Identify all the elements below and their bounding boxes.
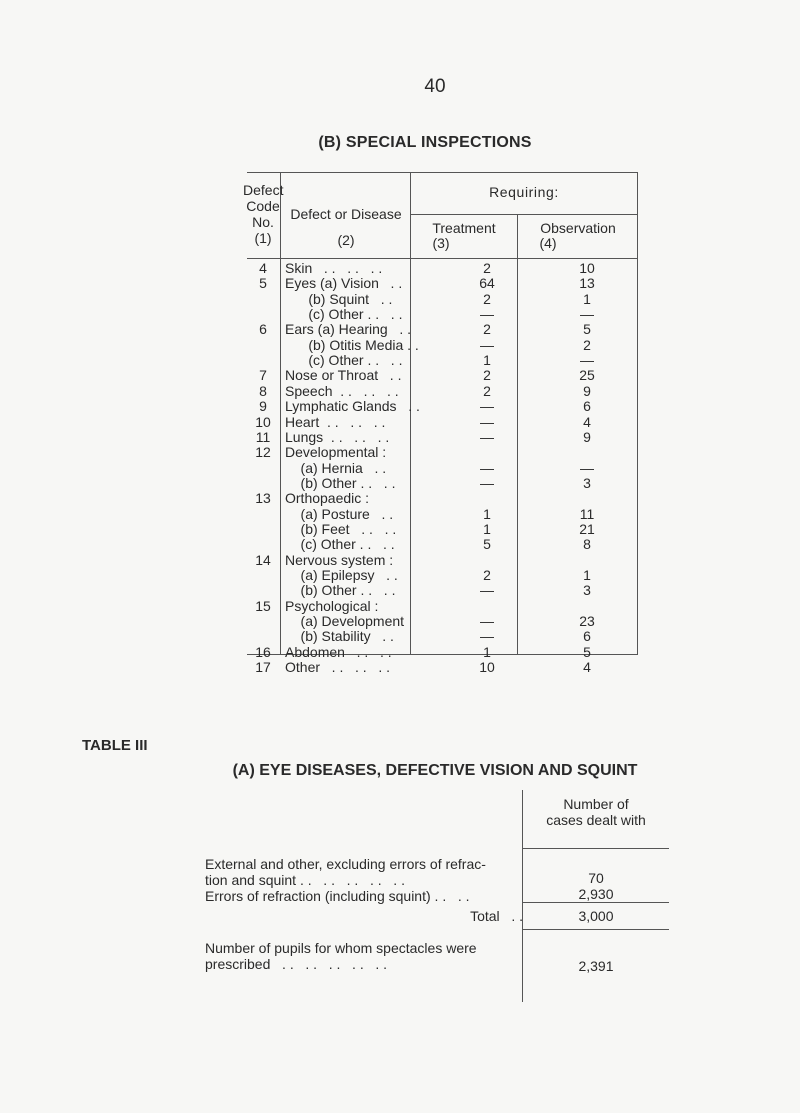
eye-table-subtotal-rule (522, 902, 669, 903)
table-row (247, 614, 647, 629)
table-label: TABLE III (82, 737, 148, 754)
eye-diseases-table (205, 790, 670, 1002)
defect-name-cell: (a) Posture . . (285, 505, 394, 522)
observation-cell: 25 (579, 367, 595, 384)
treatment-cell: 5 (483, 536, 491, 553)
header-code-number: (1) (254, 230, 272, 246)
defect-code-cell: 16 (255, 643, 271, 660)
defect-name-cell: Heart . . . . . . (285, 413, 386, 430)
table-row (247, 522, 647, 537)
header-observation-number: (4) (539, 235, 557, 251)
defect-name-cell: (a) Development (285, 613, 405, 630)
observation-cell: 9 (583, 428, 591, 445)
table-row (247, 568, 647, 583)
defect-code-cell: 10 (255, 413, 271, 430)
table-row (247, 399, 647, 414)
table-row (247, 307, 647, 322)
defect-name-cell: Lymphatic Glands . . (285, 398, 420, 415)
treatment-cell: — (480, 474, 494, 491)
treatment-cell: 1 (483, 643, 491, 660)
defect-name-cell: (b) Other . . . . (285, 582, 396, 599)
defect-code-cell: 9 (259, 398, 267, 415)
header-treatment: Treatment (432, 220, 496, 236)
defect-code-cell: 6 (259, 321, 267, 338)
defect-name-cell: Skin . . . . . . (285, 260, 383, 276)
header-observation: Observation (540, 220, 616, 236)
defect-code-cell: 7 (259, 367, 267, 384)
table-row (247, 583, 647, 598)
header-requiring: Requiring: (489, 184, 559, 200)
defect-name-cell: (b) Stability . . (285, 628, 394, 645)
treatment-cell: — (480, 428, 494, 445)
treatment-cell: 1 (483, 505, 491, 522)
table-top-rule (247, 172, 637, 173)
defect-name-cell: Psychological : (285, 597, 379, 614)
header-treatment-number: (3) (432, 235, 450, 251)
eye-header-line1: Number of (563, 796, 629, 812)
table-row (247, 645, 647, 660)
table-row (247, 261, 647, 276)
table-row (247, 476, 647, 491)
observation-cell: 6 (583, 398, 591, 415)
observation-cell: 4 (583, 413, 591, 430)
observation-cell: 1 (583, 567, 591, 583)
total-label: Total . . (470, 908, 523, 924)
table-row (247, 660, 647, 675)
observation-cell: — (580, 459, 594, 476)
treatment-cell: 2 (483, 382, 491, 399)
defect-name-cell: (a) Epilepsy . . (285, 567, 398, 583)
refraction-errors-label: Errors of refraction (including squint) . . . . (205, 888, 470, 904)
defect-name-cell: (b) Feet . . . . (285, 520, 397, 537)
observation-cell: 10 (579, 260, 595, 276)
treatment-cell: — (480, 582, 494, 599)
defect-name-cell: Nose or Throat . . (285, 367, 402, 384)
eye-header-line2: cases dealt with (546, 812, 646, 828)
defect-name-cell: (b) Other . . . . (285, 474, 396, 491)
table-row (247, 338, 647, 353)
table-row (247, 445, 647, 460)
header-defect-or-disease: Defect or Disease (290, 206, 402, 222)
defect-name-cell: (c) Other . . . . (285, 536, 395, 553)
header-code-line1: Defect (243, 182, 284, 198)
spectacles-label-line2: prescribed . . . . . . . . . . (205, 956, 388, 972)
treatment-cell: 2 (483, 321, 491, 338)
observation-cell: 9 (583, 382, 591, 399)
observation-cell: 3 (583, 474, 591, 491)
table-row (247, 507, 647, 522)
defect-name-cell: Eyes (a) Vision . . (285, 275, 403, 292)
observation-cell: — (580, 306, 594, 323)
external-other-label-line1: External and other, excluding errors of refrac- (205, 856, 486, 872)
observation-cell: 5 (583, 321, 591, 338)
defect-name-cell: Orthopaedic : (285, 490, 370, 507)
treatment-cell: — (480, 613, 494, 630)
observation-cell: 13 (579, 275, 595, 292)
table-row (247, 537, 647, 552)
defect-name-cell: Ears (a) Hearing . . (285, 321, 412, 338)
observation-cell: 8 (583, 536, 591, 553)
treatment-cell: 1 (483, 352, 491, 369)
observation-cell: 5 (583, 643, 591, 660)
spectacles-label-line1: Number of pupils for whom spectacles were (205, 940, 477, 956)
defect-name-cell: Nervous system : (285, 551, 394, 568)
treatment-cell: — (480, 336, 494, 353)
requiring-subheader-rule (410, 214, 637, 215)
header-code-line2: Code (246, 198, 280, 214)
defect-name-cell: Speech . . . . . . (285, 382, 399, 399)
treatment-cell: 64 (479, 275, 495, 292)
observation-cell: 4 (583, 659, 591, 676)
table-row (247, 430, 647, 445)
observation-cell: — (580, 352, 594, 369)
special-inspections-title: (B) SPECIAL INSPECTIONS (318, 134, 532, 151)
table-row (247, 553, 647, 568)
defect-name-cell: Lungs . . . . . . (285, 428, 390, 445)
treatment-cell: 10 (479, 659, 495, 676)
treatment-cell: 2 (483, 260, 491, 276)
observation-cell: 23 (579, 613, 595, 630)
table-row (247, 415, 647, 430)
defect-name-cell: (c) Other . . . . (285, 306, 403, 323)
defect-name-cell: Developmental : (285, 444, 387, 461)
table-row (247, 353, 647, 368)
table-row (247, 384, 647, 399)
defect-name-cell: (b) Otitis Media . . (285, 336, 419, 353)
treatment-cell: 2 (483, 367, 491, 384)
page-number: 40 (424, 76, 446, 97)
defect-code-cell: 17 (255, 659, 271, 676)
table-row (247, 461, 647, 476)
treatment-cell: — (480, 398, 494, 415)
treatment-cell: — (480, 628, 494, 645)
observation-cell: 2 (583, 336, 591, 353)
refraction-errors-value: 2,930 (578, 886, 614, 902)
treatment-cell: — (480, 459, 494, 476)
table-row (247, 276, 647, 291)
defect-code-cell: 15 (255, 597, 271, 614)
treatment-cell: — (480, 413, 494, 430)
defect-name-cell: (a) Hernia . . (285, 459, 387, 476)
header-defect-number: (2) (337, 232, 355, 248)
defect-name-cell: Abdomen . . . . (285, 643, 392, 660)
table-row (247, 629, 647, 644)
defect-code-cell: 12 (255, 444, 271, 461)
treatment-cell: — (480, 306, 494, 323)
defect-name-cell: (c) Other . . . . (285, 352, 403, 369)
observation-cell: 1 (583, 290, 591, 307)
header-bottom-rule (247, 258, 637, 259)
table-row (247, 599, 647, 614)
special-inspections-table (243, 172, 647, 676)
treatment-cell: 1 (483, 520, 491, 537)
observation-cell: 6 (583, 628, 591, 645)
defect-code-cell: 11 (255, 428, 271, 445)
treatment-cell: 2 (483, 567, 491, 583)
treatment-cell: 2 (483, 290, 491, 307)
total-value: 3,000 (578, 908, 614, 924)
defect-code-cell: 8 (259, 382, 267, 399)
spectacles-value: 2,391 (578, 958, 614, 974)
defect-name-cell: (b) Squint . . (285, 290, 393, 307)
defect-name-cell: Other . . . . . . (285, 659, 391, 676)
defect-code-cell: 13 (255, 490, 271, 507)
external-other-label-line2: tion and squint . . . . . . . . . . (205, 872, 405, 888)
table-row (247, 491, 647, 506)
table-row (247, 368, 647, 383)
external-other-value: 70 (588, 870, 604, 886)
header-code-line3: No. (252, 214, 274, 230)
eye-table-header-rule (522, 848, 669, 849)
eye-table-total-rule (522, 929, 669, 930)
table-row (247, 322, 647, 337)
observation-cell: 21 (579, 520, 595, 537)
observation-cell: 3 (583, 582, 591, 599)
defect-code-cell: 14 (255, 551, 271, 568)
defect-code-cell: 4 (259, 260, 267, 276)
eye-diseases-title: (A) EYE DISEASES, DEFECTIVE VISION AND SQUINT (232, 762, 638, 779)
table-row (247, 292, 647, 307)
observation-cell: 11 (579, 505, 595, 522)
defect-code-cell: 5 (259, 275, 267, 292)
